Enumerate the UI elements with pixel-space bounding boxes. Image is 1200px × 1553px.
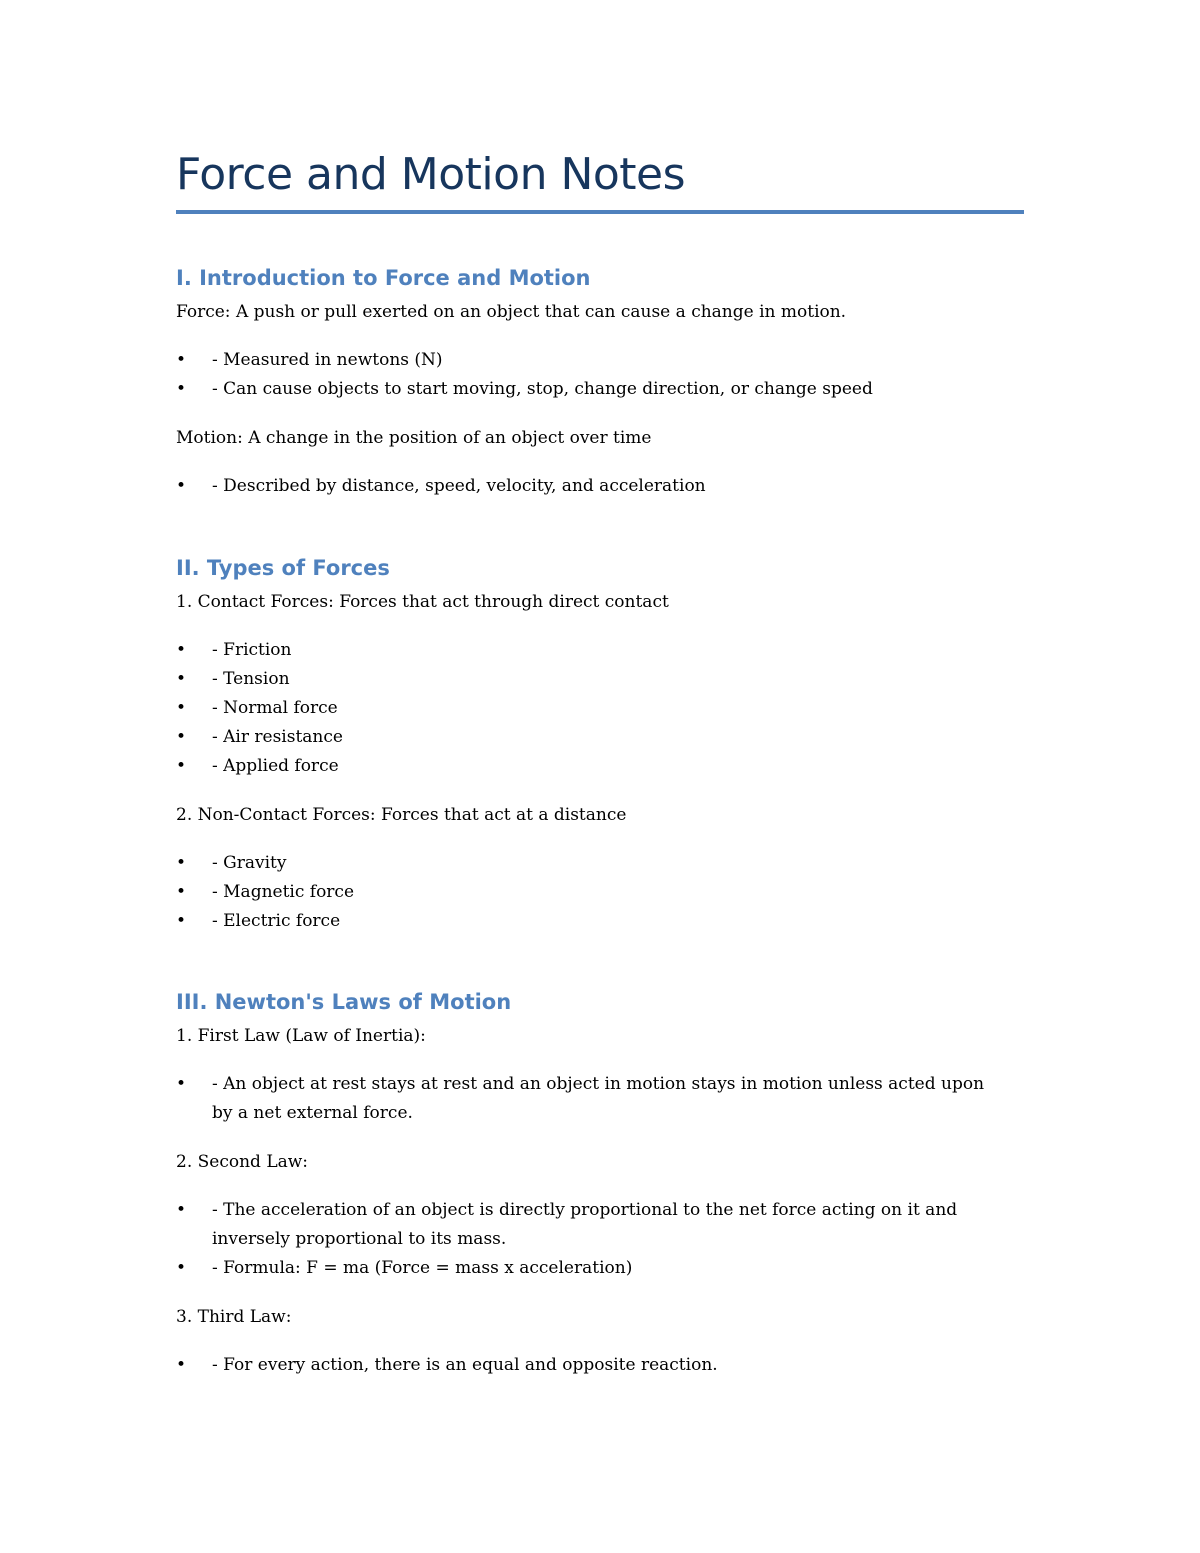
bullet-list: [176, 1070, 996, 1128]
bullet-list: [176, 472, 1024, 501]
paragraph: 2. Second Law:: [176, 1152, 309, 1172]
bullet-list: [176, 1351, 1024, 1380]
list-item: • - Normal force: [176, 694, 1024, 723]
bullet-icon: •: [176, 350, 187, 370]
bullet-icon: •: [176, 698, 187, 718]
list-item: • - The acceleration of an object is directly proportional to the net force acting on it and inversely proportional to its mass.: [176, 1196, 1016, 1254]
list-item: • - Air resistance: [176, 723, 1024, 752]
paragraph: Motion: A change in the position of an object over time: [176, 428, 652, 448]
list-item: • - Tension: [176, 665, 1024, 694]
bullet-list: [176, 849, 1024, 936]
section-newtons-laws: [176, 987, 1024, 1380]
bullet-list: [176, 1196, 1016, 1283]
bullet-icon: •: [176, 669, 187, 689]
bullet-icon: •: [176, 1258, 187, 1278]
list-item: • - Formula: F = ma (Force = mass x acceleration): [176, 1254, 1016, 1283]
list-item: • - Electric force: [176, 907, 1024, 936]
section-heading: I. Introduction to Force and Motion: [176, 266, 591, 290]
bullet-list: [176, 636, 1024, 781]
title-underline: [176, 210, 1024, 214]
list-item: • - Magnetic force: [176, 878, 1024, 907]
bullet-icon: •: [176, 1200, 187, 1220]
bullet-icon: •: [176, 1074, 187, 1094]
section-introduction: [176, 263, 1024, 501]
list-item: • - For every action, there is an equal and opposite reaction.: [176, 1351, 1024, 1380]
bullet-icon: •: [176, 756, 187, 776]
bullet-icon: •: [176, 853, 187, 873]
section-heading: II. Types of Forces: [176, 556, 390, 580]
document-title: Force and Motion Notes: [176, 149, 686, 200]
bullet-icon: •: [176, 911, 187, 931]
bullet-icon: •: [176, 640, 187, 660]
bullet-icon: •: [176, 727, 187, 747]
list-item: • - Applied force: [176, 752, 1024, 781]
section-types-of-forces: [176, 553, 1024, 936]
document-page: [176, 140, 1024, 214]
list-item: • - Gravity: [176, 849, 1024, 878]
bullet-icon: •: [176, 882, 187, 902]
list-item: • - Described by distance, speed, velocity, and acceleration: [176, 472, 1024, 501]
bullet-icon: •: [176, 1355, 187, 1375]
list-item: • - Friction: [176, 636, 1024, 665]
paragraph: 3. Third Law:: [176, 1307, 292, 1327]
section-heading: III. Newton's Laws of Motion: [176, 990, 512, 1014]
list-item: • - An object at rest stays at rest and an object in motion stays in motion unless acted upon by a net external force.: [176, 1070, 996, 1128]
bullet-icon: •: [176, 476, 187, 496]
paragraph: 2. Non-Contact Forces: Forces that act at a distance: [176, 805, 627, 825]
list-item: • - Measured in newtons (N): [176, 346, 1024, 375]
bullet-icon: •: [176, 379, 187, 399]
paragraph: 1. First Law (Law of Inertia):: [176, 1026, 426, 1046]
paragraph: Force: A push or pull exerted on an object that can cause a change in motion.: [176, 302, 847, 322]
paragraph: 1. Contact Forces: Forces that act through direct contact: [176, 592, 669, 612]
list-item: • - Can cause objects to start moving, stop, change direction, or change speed: [176, 375, 1024, 404]
bullet-list: [176, 346, 1024, 404]
